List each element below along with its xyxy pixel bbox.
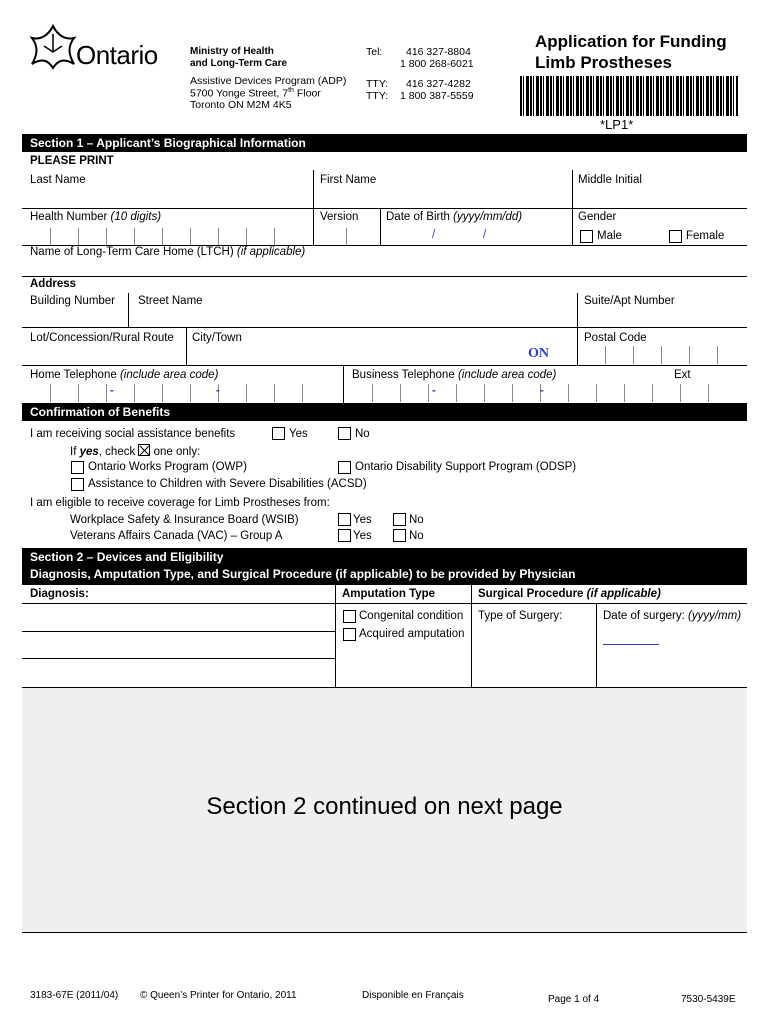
odsp-checkbox[interactable] — [338, 461, 351, 474]
postal-code-label: Postal Code — [584, 332, 647, 344]
street-name-field[interactable] — [131, 309, 575, 325]
gender-label: Gender — [578, 211, 617, 223]
suite-label: Suite/Apt Number — [584, 295, 675, 307]
last-name-label: Last Name — [30, 174, 86, 186]
trillium-icon — [28, 22, 78, 72]
tel-number-1: 416 327-8804 — [406, 46, 471, 58]
lot-field[interactable] — [24, 346, 184, 364]
wsib-yes-label: Yes — [353, 514, 372, 526]
building-number-field[interactable] — [24, 309, 126, 325]
first-name-label: First Name — [320, 174, 377, 186]
diagnosis-field-line2[interactable] — [24, 633, 332, 657]
date-of-surgery-label: Date of surgery: (yyyy/mm) — [603, 610, 742, 622]
continued-text: Section 2 continued on next page — [206, 793, 563, 820]
type-of-surgery-label: Type of Surgery: — [478, 610, 563, 622]
home-phone-label: Home Telephone (include area code) — [30, 369, 219, 381]
section2-title: Section 2 – Devices and Eligibility — [30, 550, 224, 564]
wsib-yes-checkbox[interactable] — [338, 513, 351, 526]
tty-label-1: TTY: — [366, 78, 389, 90]
dob-label: Date of Birth (yyyy/mm/dd) — [386, 211, 523, 223]
city-town-field[interactable] — [189, 346, 575, 364]
vac-yes-label: Yes — [353, 530, 372, 542]
form-number: 3183-67E (2011/04) — [30, 990, 119, 1001]
diagnosis-field-line3[interactable] — [24, 660, 332, 685]
male-checkbox[interactable] — [580, 230, 593, 243]
tty-label-2: TTY: — [366, 90, 389, 102]
postal-code-field[interactable] — [580, 346, 745, 364]
checked-box-icon — [138, 444, 150, 456]
amputation-type-heading: Amputation Type — [342, 588, 436, 600]
section1-title: Section 1 – Applicant’s Biographical Information — [30, 136, 306, 150]
ministry-name-line1: Ministry of Health — [190, 46, 274, 57]
home-phone-field[interactable] — [24, 384, 340, 402]
city-town-label: City/Town — [192, 332, 242, 344]
congenital-checkbox[interactable] — [343, 610, 356, 623]
dob-separator-1: / — [432, 229, 436, 241]
form-code: 7530-5439E — [681, 994, 736, 1005]
middle-initial-label: Middle Initial — [578, 174, 642, 186]
please-print: PLEASE PRINT — [30, 155, 114, 167]
continued-panel — [22, 688, 747, 933]
health-number-field[interactable] — [24, 228, 310, 245]
female-checkbox[interactable] — [669, 230, 682, 243]
acquired-label: Acquired amputation — [359, 628, 465, 640]
version-field[interactable] — [316, 228, 378, 245]
tel-number-2: 1 800 268-6021 — [400, 58, 474, 70]
social-assistance-no-label: No — [355, 428, 370, 440]
ext-field[interactable] — [656, 384, 746, 402]
if-yes-instruction: If yes, check one only: — [70, 446, 201, 458]
vac-no-checkbox[interactable] — [393, 529, 406, 542]
business-phone-label: Business Telephone (include area code) — [352, 369, 557, 381]
french-link[interactable]: Disponible en Français — [362, 990, 464, 1001]
diagnosis-heading: Diagnosis: — [30, 588, 89, 600]
street-name-label: Street Name — [138, 295, 203, 307]
congenital-label: Congenital condition — [359, 610, 464, 622]
female-label: Female — [686, 230, 725, 242]
diagnosis-field-line1[interactable] — [24, 606, 332, 630]
address-heading: Address — [30, 278, 77, 290]
benefits-title: Confirmation of Benefits — [30, 405, 170, 419]
business-phone-dash-1: - — [432, 385, 436, 397]
last-name-field[interactable] — [24, 188, 310, 206]
form-title-line1: Application for Funding — [535, 32, 727, 51]
building-number-label: Building Number — [30, 295, 116, 307]
benefits-header — [22, 403, 747, 421]
social-assistance-label: I am receiving social assistance benefits — [30, 428, 236, 440]
surgical-procedure-heading: Surgical Procedure (if applicable) — [478, 588, 661, 600]
province-value: ON — [528, 346, 549, 361]
ministry-name-line2: and Long-Term Care — [190, 58, 288, 69]
vac-yes-checkbox[interactable] — [338, 529, 351, 542]
version-label: Version — [320, 211, 359, 223]
tty-number-2: 1 800 387-5559 — [400, 90, 474, 102]
program-city: Toronto ON M2M 4K5 — [190, 99, 292, 111]
section2-subtitle: Diagnosis, Amputation Type, and Surgical Procedure (if applicable) to be provided by Physician — [30, 567, 576, 581]
tel-label: Tel: — [366, 46, 383, 58]
logo-wordmark: Ontario — [76, 40, 158, 70]
eligible-coverage-label: I am eligible to receive coverage for Limb Prostheses from: — [30, 497, 330, 509]
business-phone-dash-2: - — [540, 385, 544, 397]
middle-initial-field[interactable] — [575, 188, 745, 206]
copyright: © Queen’s Printer for Ontario, 2011 — [140, 990, 297, 1001]
business-phone-field[interactable] — [346, 384, 656, 402]
program-street: 5700 Yonge Street, 7th Floor — [190, 87, 321, 100]
type-of-surgery-field[interactable] — [474, 625, 594, 685]
wsib-no-label: No — [409, 514, 424, 526]
ontario-logo — [28, 22, 173, 74]
social-assistance-no-checkbox[interactable] — [338, 427, 351, 440]
home-phone-dash-2: - — [216, 385, 220, 397]
home-phone-dash-1: - — [110, 385, 114, 397]
ext-label: Ext — [674, 369, 691, 381]
wsib-label: Workplace Safety & Insurance Board (WSIB) — [70, 514, 299, 526]
section2-header — [22, 548, 747, 585]
suite-field[interactable] — [580, 309, 745, 325]
barcode — [520, 76, 738, 116]
ltch-label: Name of Long-Term Care Home (LTCH) (if applicable) — [30, 246, 306, 258]
acquired-checkbox[interactable] — [343, 628, 356, 641]
acsd-label: Assistance to Children with Severe Disabilities (ACSD) — [88, 478, 367, 490]
barcode-text: *LP1* — [600, 117, 634, 132]
acsd-checkbox[interactable] — [71, 478, 84, 491]
ltch-field[interactable] — [24, 260, 744, 275]
dob-field[interactable] — [383, 228, 569, 245]
lot-label: Lot/Concession/Rural Route — [30, 332, 174, 344]
owp-checkbox[interactable] — [71, 461, 84, 474]
date-of-surgery-field[interactable] — [603, 630, 659, 645]
health-number-label: Health Number (10 digits) — [30, 211, 162, 223]
social-assistance-yes-label: Yes — [289, 428, 308, 440]
social-assistance-yes-checkbox[interactable] — [272, 427, 285, 440]
tty-number-1: 416 327-4282 — [406, 78, 471, 90]
male-label: Male — [597, 230, 622, 242]
odsp-label: Ontario Disability Support Program (ODSP) — [355, 461, 577, 473]
first-name-field[interactable] — [316, 188, 570, 206]
vac-no-label: No — [409, 530, 424, 542]
vac-label: Veterans Affairs Canada (VAC) – Group A — [70, 530, 283, 542]
page-number: Page 1 of 4 — [548, 994, 600, 1005]
form-title-line2: Limb Prostheses — [535, 53, 672, 72]
section1-header — [22, 134, 747, 152]
wsib-no-checkbox[interactable] — [393, 513, 406, 526]
dob-separator-2: / — [483, 229, 487, 241]
owp-label: Ontario Works Program (OWP) — [88, 461, 247, 473]
program-name: Assistive Devices Program (ADP) — [190, 75, 347, 87]
